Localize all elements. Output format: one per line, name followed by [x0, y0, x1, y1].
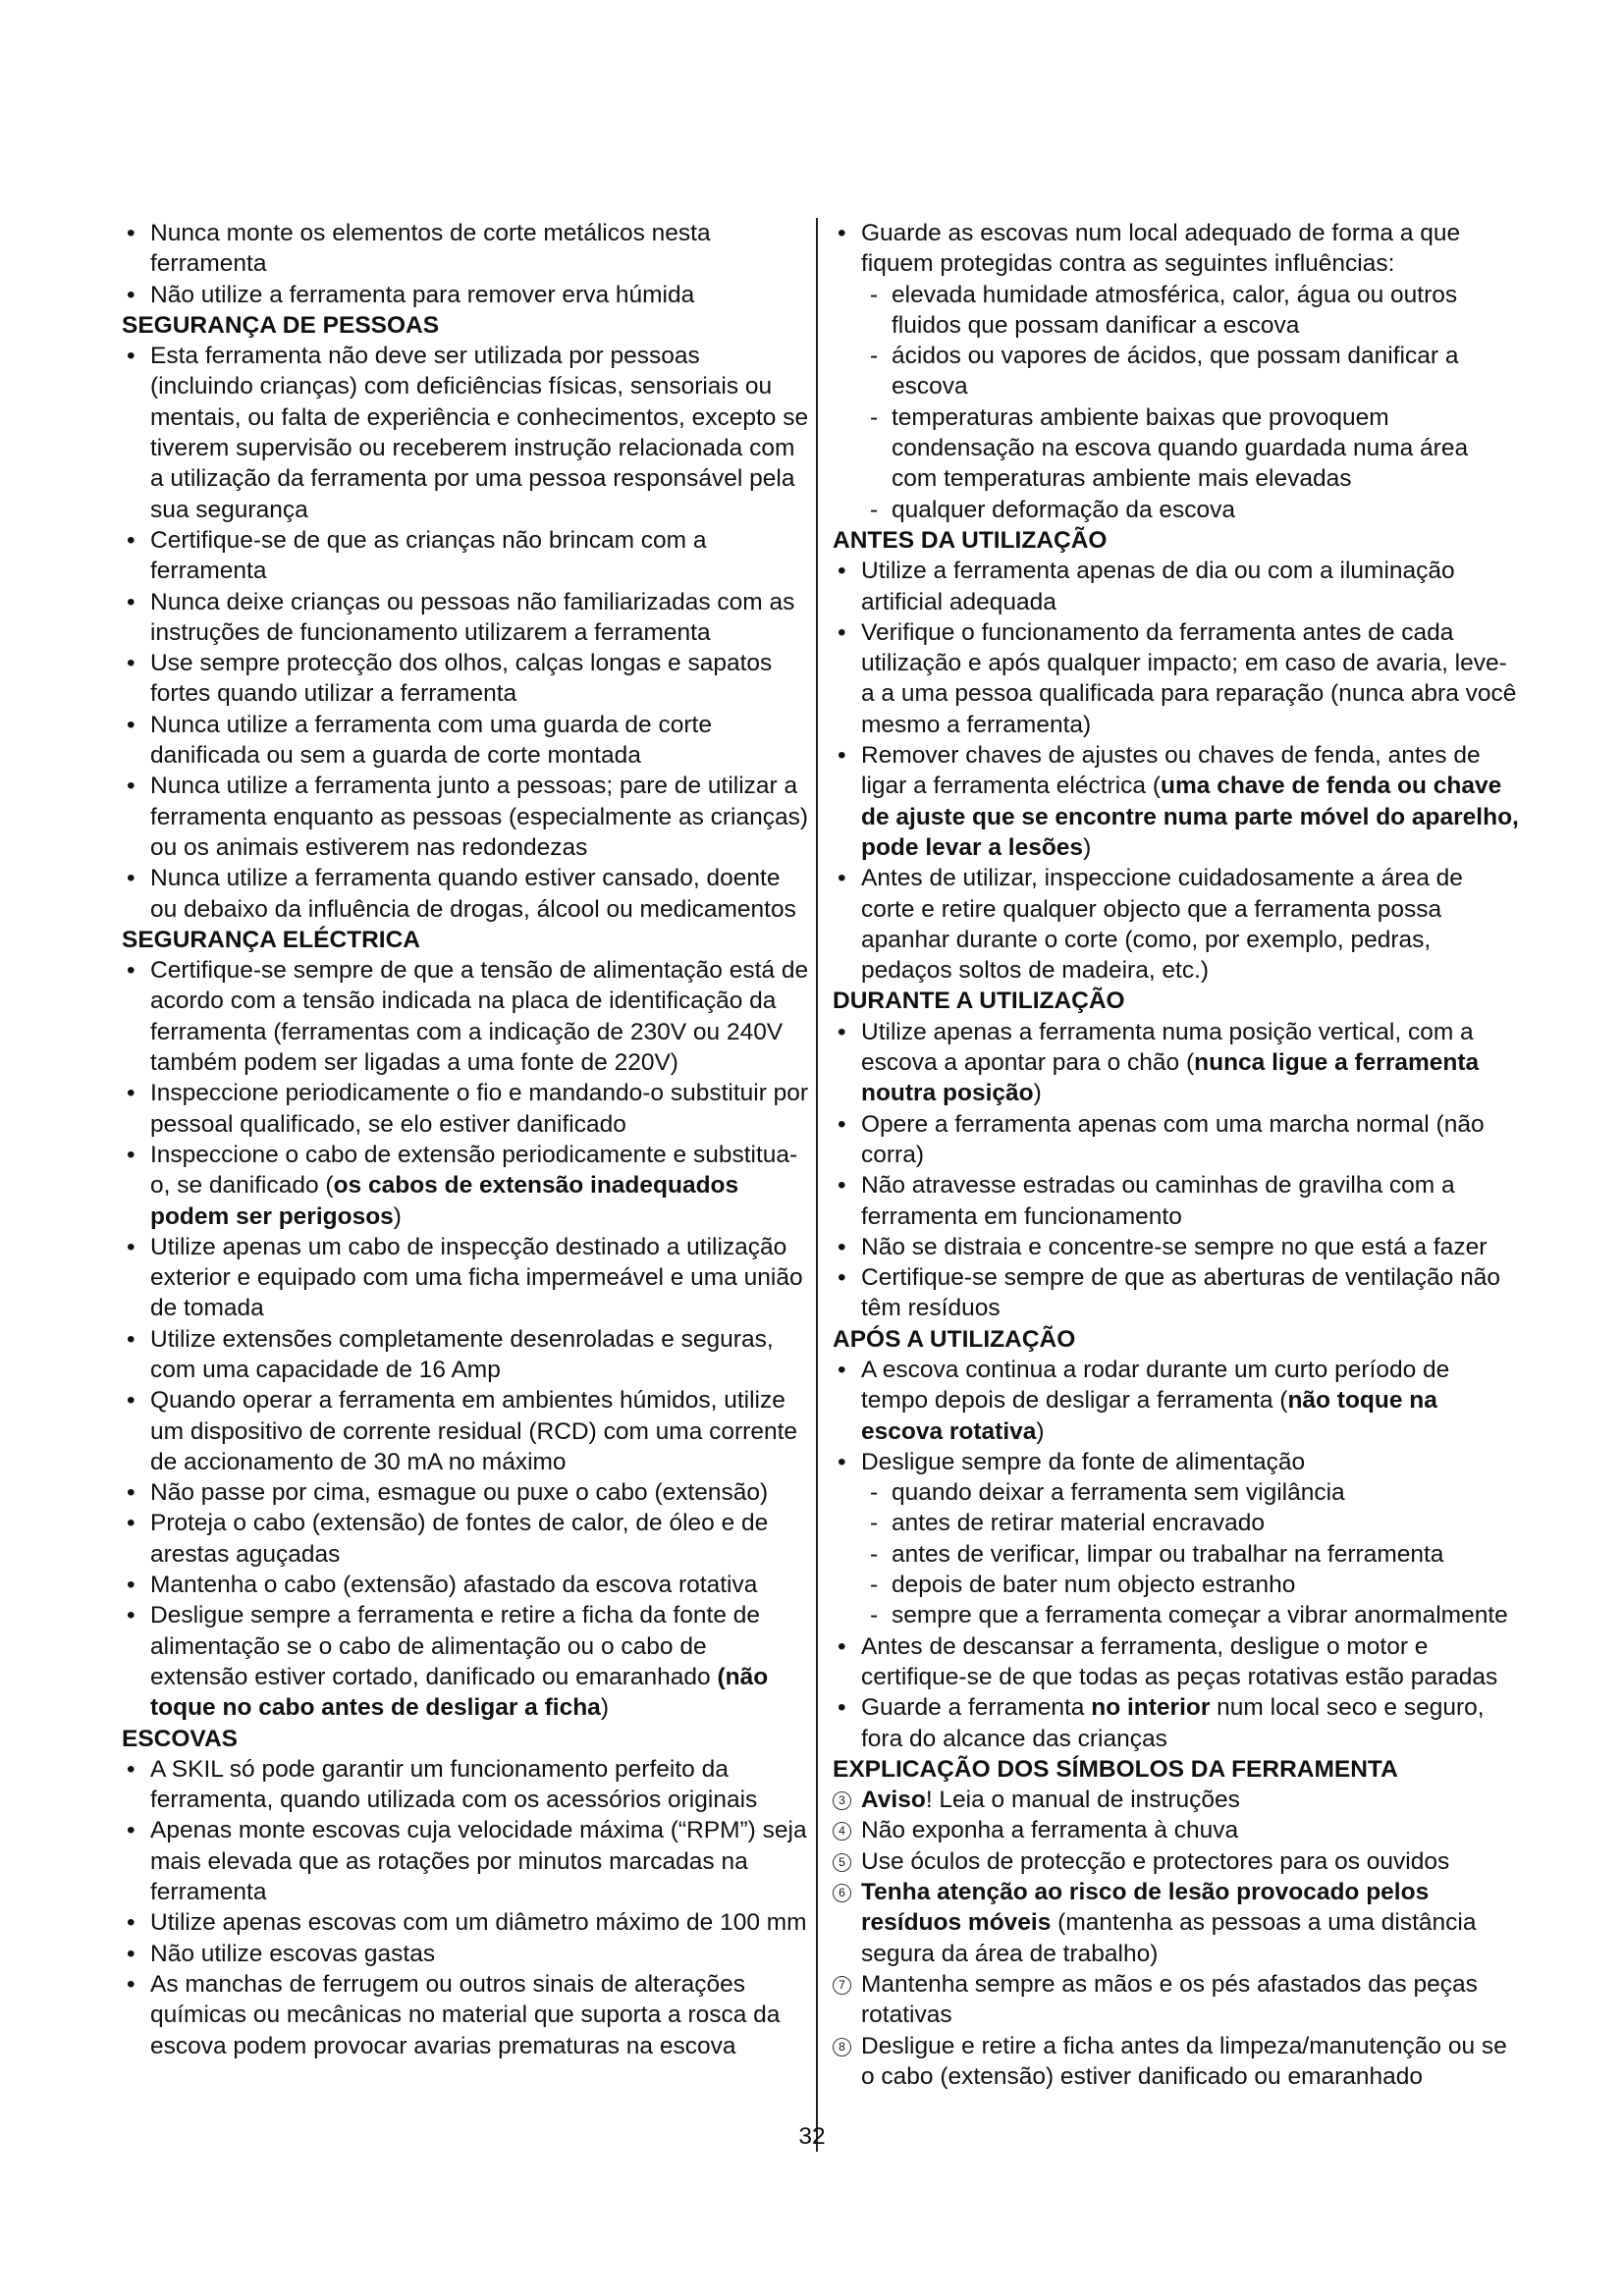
list-item: • Utilize apenas um cabo de inspecção destinado a utilização exterior e equipado com uma ficha impermeável e uma união de tomada	[122, 1232, 809, 1324]
list-item: • Nunca utilize a ferramenta quando estiver cansado, doente ou debaixo da influência de drogas, álcool ou medicamentos	[122, 863, 809, 925]
text-span: )	[1083, 833, 1092, 861]
list-item: • Proteja o cabo (extensão) de fontes de calor, de óleo e de arestas aguçadas	[122, 1508, 809, 1570]
list-item: • Antes de descansar a ferramenta, desligue o motor e certifique-se de que todas as peças rotativas estão paradas	[833, 1631, 1520, 1693]
sub-list-item: - depois de bater num objecto estranho	[833, 1570, 1520, 1600]
symbol-item-4	[833, 1815, 1520, 1845]
symbol-item-7	[833, 1969, 1520, 2031]
sub-list-item: - elevada humidade atmosférica, calor, água ou outros fluidos que possam danificar a escova	[833, 280, 1520, 342]
section-heading-seguranca-electrica: SEGURANÇA ELÉCTRICA	[122, 926, 420, 953]
warning-text: Aviso	[861, 1787, 926, 1814]
symbol-item-5	[833, 1846, 1520, 1877]
text-span: Não exponha a ferramenta à chuva	[861, 1817, 1239, 1844]
text-span: Mantenha sempre as mãos e os pés afastados das peças rotativas	[861, 1970, 1478, 2029]
symbol-item-8	[833, 2031, 1520, 2093]
text-span: ! Leia o manual de instruções	[925, 1787, 1240, 1814]
list-item: • As manchas de ferrugem ou outros sinais de alterações químicas ou mecânicas no material que suporta a rosca da escova podem provocar avarias prematuras na escova	[122, 1969, 809, 2061]
list-item	[122, 1600, 809, 1723]
text-span: Remover chaves de ajustes ou chaves de fenda, antes de ligar a ferramenta eléctrica (	[861, 742, 1481, 800]
text-span: Desligue e retire a ficha antes da limpeza/manutenção ou se o cabo (extensão) estiver danificado ou emaranhado	[861, 2032, 1507, 2090]
list-item: • Utilize extensões completamente desenroladas e seguras, com uma capacidade de 16 Amp	[122, 1324, 809, 1386]
text-span: num local seco e seguro, fora do alcance das crianças	[861, 1694, 1485, 1752]
warning-text: (não toque no cabo antes de desligar a ficha	[150, 1663, 769, 1722]
list-item: • Use sempre protecção dos olhos, calças longas e sapatos fortes quando utilizar a ferramenta	[122, 648, 809, 710]
list-item: • Nunca deixe crianças ou pessoas não familiarizadas com as instruções de funcionamento utilizarem a ferramenta	[122, 587, 809, 649]
list-item	[833, 1692, 1520, 1754]
section-heading-durante: DURANTE A UTILIZAÇÃO	[833, 988, 1125, 1015]
circled-number-5-icon: 5	[833, 1853, 851, 1872]
right-column	[833, 218, 1520, 2092]
list-item: • Nunca monte os elementos de corte metálicos nesta ferramenta	[122, 218, 809, 280]
list-item: • Não utilize escovas gastas	[122, 1939, 809, 1969]
circled-number-7-icon: 7	[833, 1976, 851, 1995]
sub-list-item: - temperaturas ambiente baixas que provoquem condensação na escova quando guardada numa área com temperaturas ambiente mais elevadas	[833, 402, 1520, 495]
text-span: )	[393, 1202, 402, 1230]
text-span: A escova continua a rodar durante um curto período de tempo depois de desligar a ferramenta (	[861, 1356, 1450, 1415]
emphasis-text: no interior	[1091, 1694, 1211, 1722]
list-item: • Apenas monte escovas cuja velocidade máxima (“RPM”) seja mais elevada que as rotações por minutos marcadas na ferramenta	[122, 1815, 809, 1907]
circled-number-4-icon: 4	[833, 1822, 851, 1841]
sub-list-item: - qualquer deformação da escova	[833, 495, 1520, 525]
list-item: • A SKIL só pode garantir um funcionamento perfeito da ferramenta, quando utilizada com os acessórios originais	[122, 1754, 809, 1816]
list-item: • Quando operar a ferramenta em ambientes húmidos, utilize um dispositivo de corrente residual (RCD) com uma corrente de accionamento de 30 mA no máximo	[122, 1385, 809, 1477]
text-span: Guarde a ferramenta	[861, 1694, 1092, 1722]
warning-text: os cabos de extensão inadequados podem ser perigosos	[150, 1172, 739, 1230]
text-span: )	[1036, 1417, 1045, 1445]
list-item: • Não se distraia e concentre-se sempre no que está a fazer	[833, 1232, 1520, 1262]
sub-list-item: - quando deixar a ferramenta sem vigilância	[833, 1477, 1520, 1508]
list-item: • Certifique-se sempre de que as aberturas de ventilação não têm resíduos	[833, 1262, 1520, 1324]
section-heading-simbolos: EXPLICAÇÃO DOS SÍMBOLOS DA FERRAMENTA	[833, 1755, 1398, 1783]
sub-list-item: - antes de retirar material encravado	[833, 1508, 1520, 1538]
text-span: Use óculos de protecção e protectores para os ouvidos	[861, 1847, 1450, 1875]
section-heading-seguranca-pessoas: SEGURANÇA DE PESSOAS	[122, 311, 440, 339]
page-number: 32	[798, 2123, 826, 2150]
section-heading-apos: APÓS A UTILIZAÇÃO	[833, 1325, 1076, 1353]
section-heading-escovas: ESCOVAS	[122, 1725, 238, 1752]
list-item	[122, 1140, 809, 1232]
list-item: • Antes de utilizar, inspeccione cuidadosamente a área de corte e retire qualquer objecto que a ferramenta possa apanhar durante o corte (como, por exemplo, pedras, pedaços soltos de madeira, etc.)	[833, 863, 1520, 986]
sub-list-item: - ácidos ou vapores de ácidos, que possam danificar a escova	[833, 341, 1520, 402]
list-item: • Certifique-se de que as crianças não brincam com a ferramenta	[122, 525, 809, 587]
list-item: • Não passe por cima, esmague ou puxe o cabo (extensão)	[122, 1477, 809, 1508]
text-span: Inspeccione o cabo de extensão periodicamente e substitua-o, se danificado (	[150, 1141, 798, 1200]
list-item: • Utilize apenas escovas com um diâmetro máximo de 100 mm	[122, 1907, 809, 1938]
list-item: • Nunca utilize a ferramenta com uma guarda de corte danificada ou sem a guarda de corte montada	[122, 710, 809, 772]
text-span: Utilize apenas a ferramenta numa posição vertical, com a escova a apontar para o chão (	[861, 1018, 1474, 1077]
warning-text: uma chave de fenda ou chave de ajuste que se encontre numa parte móvel do aparelho, pode levar a lesões	[861, 773, 1519, 861]
circled-number-6-icon: 6	[833, 1884, 851, 1902]
list-item: • Desligue sempre da fonte de alimentação	[833, 1447, 1520, 1477]
circled-number-8-icon: 8	[833, 2038, 851, 2056]
list-item: • Nunca utilize a ferramenta junto a pessoas; pare de utilizar a ferramenta enquanto as pessoas (especialmente as crianças) ou os animais estiverem nas redondezas	[122, 771, 809, 863]
section-heading-antes: ANTES DA UTILIZAÇÃO	[833, 526, 1108, 554]
warning-text: nunca ligue a ferramenta noutra posição	[861, 1049, 1480, 1107]
list-item: • Não atravesse estradas ou caminhas de gravilha com a ferramenta em funcionamento	[833, 1170, 1520, 1232]
list-item	[833, 1017, 1520, 1109]
circled-number-3-icon: 3	[833, 1791, 851, 1810]
list-item	[833, 740, 1520, 863]
list-item: • Certifique-se sempre de que a tensão de alimentação está de acordo com a tensão indicada na placa de identificação da ferramenta (ferramentas com a indicação de 230V ou 240V também podem ser ligadas a uma fonte de 220V)	[122, 955, 809, 1078]
list-item: • Opere a ferramenta apenas com uma marcha normal (não corra)	[833, 1109, 1520, 1171]
list-item: • Inspeccione periodicamente o fio e mandando-o substituir por pessoal qualificado, se elo estiver danificado	[122, 1078, 809, 1140]
list-item: • Guarde as escovas num local adequado de forma a que fiquem protegidas contra as seguintes influências:	[833, 218, 1520, 280]
list-item: • Não utilize a ferramenta para remover erva húmida	[122, 280, 809, 310]
sub-list-item: - antes de verificar, limpar ou trabalhar na ferramenta	[833, 1539, 1520, 1570]
text-span: )	[600, 1694, 609, 1722]
symbol-item-6	[833, 1877, 1520, 1969]
list-item	[833, 1355, 1520, 1447]
sub-list-item: - sempre que a ferramenta começar a vibrar anormalmente	[833, 1600, 1520, 1630]
warning-text: não toque na escova rotativa	[861, 1387, 1437, 1445]
list-item: • Esta ferramenta não deve ser utilizada por pessoas (incluindo crianças) com deficiências físicas, sensoriais ou mentais, ou falta de experiência e conhecimentos, excepto se tiverem supervisão ou receberem instrução relacionada com a utilização da ferramenta por uma pessoa responsável pela sua segurança	[122, 341, 809, 525]
list-item: • Utilize a ferramenta apenas de dia ou com a iluminação artificial adequada	[833, 556, 1520, 617]
warning-text: Tenha atenção ao risco de lesão provocado pelos resíduos móveis	[861, 1879, 1430, 1937]
text-span: )	[1033, 1080, 1042, 1107]
list-item: • Verifique o funcionamento da ferramenta antes de cada utilização e após qualquer impacto; em caso de avaria, leve-a a uma pessoa qualificada para reparação (nunca abra você mesmo a ferramenta)	[833, 617, 1520, 740]
text-span: Desligue sempre a ferramenta e retire a ficha da fonte de alimentação se o cabo de alimentação ou o cabo de extensão estiver cortado, danificado ou emaranhado	[150, 1602, 761, 1690]
left-column	[122, 218, 809, 2061]
symbol-item-3	[833, 1785, 1520, 1815]
column-divider	[816, 218, 818, 2152]
list-item: • Mantenha o cabo (extensão) afastado da escova rotativa	[122, 1570, 809, 1600]
text-span: (mantenha as pessoas a uma distância segura da área de trabalho)	[861, 1909, 1477, 1967]
